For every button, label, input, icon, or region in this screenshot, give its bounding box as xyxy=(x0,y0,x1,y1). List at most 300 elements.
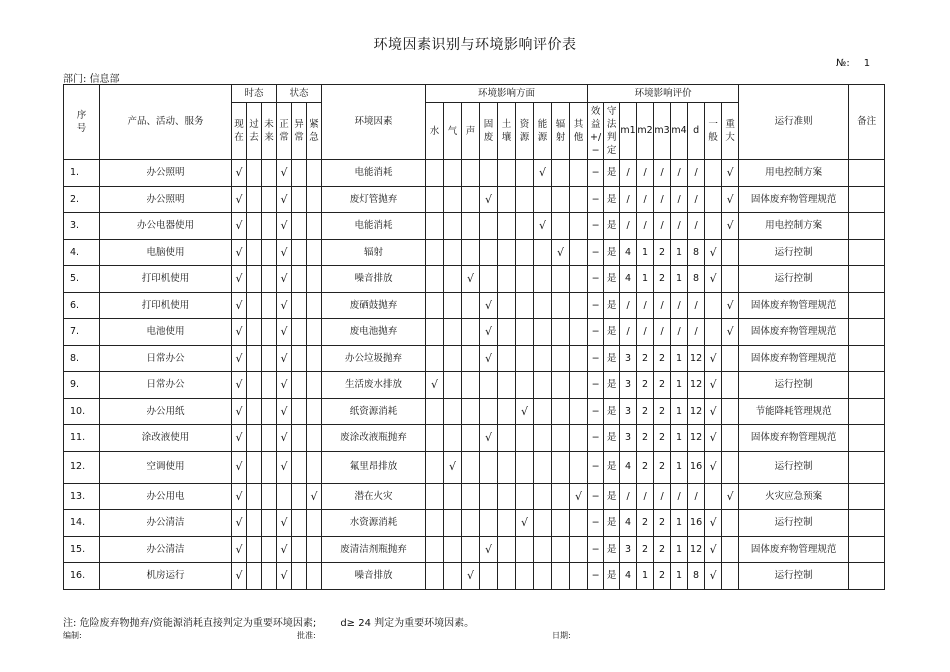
cell-resource xyxy=(516,266,534,293)
cell-solid: √ xyxy=(480,319,498,346)
cell-water xyxy=(426,266,444,293)
cell-solid: √ xyxy=(480,425,498,452)
cell-abnormal xyxy=(292,563,307,590)
cell-solid xyxy=(480,160,498,187)
row-activity: 电池使用 xyxy=(100,319,232,346)
cell-abnormal xyxy=(292,319,307,346)
cell-normal: √ xyxy=(277,345,292,372)
row-no: 10. xyxy=(64,398,100,425)
cell-past xyxy=(247,345,262,372)
dept-label: 部门: xyxy=(63,74,87,85)
cell-d: 16 xyxy=(688,451,705,483)
cell-water xyxy=(426,160,444,187)
cell-future xyxy=(262,483,277,510)
row-factor: 电能消耗 xyxy=(322,160,426,187)
table-row xyxy=(64,563,885,590)
cell-past xyxy=(247,451,262,483)
cell-d: 8 xyxy=(688,563,705,590)
cell-general: √ xyxy=(705,563,722,590)
row-factor: 生活废水排放 xyxy=(322,372,426,399)
table-row xyxy=(64,345,885,372)
cell-radiation xyxy=(552,186,570,213)
cell-benefit: − xyxy=(588,372,604,399)
cell-d: 16 xyxy=(688,510,705,537)
cell-air xyxy=(444,239,462,266)
cell-m3: / xyxy=(654,186,671,213)
cell-past xyxy=(247,510,262,537)
row-factor: 纸资源消耗 xyxy=(322,398,426,425)
cell-major: √ xyxy=(722,213,739,240)
cell-legal: 是 xyxy=(604,266,620,293)
cell-benefit: − xyxy=(588,536,604,563)
cell-future xyxy=(262,398,277,425)
cell-abnormal xyxy=(292,292,307,319)
cell-solid: √ xyxy=(480,345,498,372)
cell-noise xyxy=(462,372,480,399)
table-body xyxy=(64,160,885,590)
cell-energy: √ xyxy=(534,213,552,240)
cell-m3: / xyxy=(654,483,671,510)
cell-emergency xyxy=(307,292,322,319)
cell-m4: / xyxy=(671,292,688,319)
cell-m1: / xyxy=(620,186,637,213)
cell-general xyxy=(705,483,722,510)
cell-m2: 1 xyxy=(637,563,654,590)
cell-now: √ xyxy=(232,213,247,240)
cell-legal: 是 xyxy=(604,372,620,399)
cell-future xyxy=(262,292,277,319)
cell-benefit: − xyxy=(588,186,604,213)
header-criteria: 运行准则 xyxy=(739,85,849,160)
cell-m2: 2 xyxy=(637,451,654,483)
header-d: d xyxy=(688,103,705,160)
cell-now: √ xyxy=(232,345,247,372)
header-impact-group: 环境影响方面 xyxy=(426,85,588,103)
cell-abnormal xyxy=(292,398,307,425)
cell-now: √ xyxy=(232,536,247,563)
header-eval-group: 环境影响评价 xyxy=(588,85,739,103)
cell-future xyxy=(262,319,277,346)
cell-general: √ xyxy=(705,536,722,563)
cell-emergency xyxy=(307,372,322,399)
row-no: 3. xyxy=(64,213,100,240)
row-criteria: 固体废弃物管理规范 xyxy=(739,425,849,452)
row-no: 5. xyxy=(64,266,100,293)
cell-noise xyxy=(462,510,480,537)
header-impact-resource: 资源 xyxy=(516,103,534,160)
cell-future xyxy=(262,372,277,399)
row-no: 2. xyxy=(64,186,100,213)
cell-other xyxy=(570,239,588,266)
row-no: 12. xyxy=(64,451,100,483)
cell-m1: 4 xyxy=(620,563,637,590)
cell-major xyxy=(722,536,739,563)
cell-solid xyxy=(480,266,498,293)
cell-energy xyxy=(534,483,552,510)
cell-energy xyxy=(534,266,552,293)
cell-air xyxy=(444,213,462,240)
cell-other xyxy=(570,372,588,399)
cell-air xyxy=(444,160,462,187)
cell-m4: 1 xyxy=(671,345,688,372)
cell-radiation xyxy=(552,160,570,187)
cell-air xyxy=(444,425,462,452)
cell-air xyxy=(444,510,462,537)
cell-past xyxy=(247,536,262,563)
cell-m4: / xyxy=(671,186,688,213)
cell-legal: 是 xyxy=(604,213,620,240)
table-row xyxy=(64,292,885,319)
cell-benefit: − xyxy=(588,292,604,319)
row-remark xyxy=(849,239,885,266)
cell-benefit: − xyxy=(588,239,604,266)
cell-radiation xyxy=(552,483,570,510)
cell-m4: / xyxy=(671,213,688,240)
row-criteria: 运行控制 xyxy=(739,510,849,537)
cell-energy xyxy=(534,292,552,319)
cell-water xyxy=(426,292,444,319)
cell-abnormal xyxy=(292,345,307,372)
cell-now: √ xyxy=(232,483,247,510)
row-factor: 潜在火灾 xyxy=(322,483,426,510)
table-row xyxy=(64,160,885,187)
cell-normal: √ xyxy=(277,186,292,213)
cell-m2: 1 xyxy=(637,266,654,293)
cell-m1: / xyxy=(620,292,637,319)
cell-soil xyxy=(498,266,516,293)
cell-other: √ xyxy=(570,483,588,510)
row-criteria: 运行控制 xyxy=(739,563,849,590)
cell-benefit: − xyxy=(588,425,604,452)
cell-general xyxy=(705,292,722,319)
cell-radiation xyxy=(552,372,570,399)
cell-major xyxy=(722,510,739,537)
cell-major xyxy=(722,372,739,399)
cell-legal: 是 xyxy=(604,239,620,266)
cell-benefit: − xyxy=(588,563,604,590)
cell-air xyxy=(444,186,462,213)
cell-emergency: √ xyxy=(307,483,322,510)
evaluation-table xyxy=(63,84,885,590)
header-tense-now: 现在 xyxy=(232,103,247,160)
row-no: 14. xyxy=(64,510,100,537)
table-row xyxy=(64,319,885,346)
cell-air xyxy=(444,266,462,293)
cell-soil xyxy=(498,425,516,452)
cell-emergency xyxy=(307,239,322,266)
cell-legal: 是 xyxy=(604,563,620,590)
sign-approver: 批准: xyxy=(297,631,316,640)
cell-major: √ xyxy=(722,319,739,346)
sign-editor: 编制: xyxy=(63,631,82,640)
cell-d: / xyxy=(688,186,705,213)
cell-d: 12 xyxy=(688,345,705,372)
cell-d: 8 xyxy=(688,239,705,266)
cell-resource xyxy=(516,319,534,346)
cell-m2: 1 xyxy=(637,239,654,266)
cell-abnormal xyxy=(292,239,307,266)
footnote xyxy=(63,614,474,629)
document-title: 环境因素识别与环境影响评价表 xyxy=(373,37,577,53)
cell-m4: 1 xyxy=(671,425,688,452)
cell-energy xyxy=(534,536,552,563)
cell-now: √ xyxy=(232,510,247,537)
cell-solid xyxy=(480,483,498,510)
cell-now: √ xyxy=(232,398,247,425)
cell-emergency xyxy=(307,536,322,563)
header-m4: m4 xyxy=(671,103,688,160)
cell-d: / xyxy=(688,483,705,510)
cell-normal: √ xyxy=(277,510,292,537)
cell-abnormal xyxy=(292,160,307,187)
cell-d: / xyxy=(688,213,705,240)
cell-soil xyxy=(498,398,516,425)
cell-legal: 是 xyxy=(604,451,620,483)
cell-legal: 是 xyxy=(604,186,620,213)
cell-water xyxy=(426,451,444,483)
cell-energy xyxy=(534,451,552,483)
row-activity: 空调使用 xyxy=(100,451,232,483)
cell-general: √ xyxy=(705,239,722,266)
row-activity: 日常办公 xyxy=(100,372,232,399)
row-criteria: 用电控制方案 xyxy=(739,213,849,240)
cell-energy xyxy=(534,510,552,537)
cell-emergency xyxy=(307,160,322,187)
cell-benefit: − xyxy=(588,451,604,483)
cell-now: √ xyxy=(232,425,247,452)
row-criteria: 火灾应急预案 xyxy=(739,483,849,510)
cell-now: √ xyxy=(232,266,247,293)
cell-d: 12 xyxy=(688,372,705,399)
table-row xyxy=(64,398,885,425)
cell-other xyxy=(570,345,588,372)
header-impact-other: 其他 xyxy=(570,103,588,160)
row-criteria: 固体废弃物管理规范 xyxy=(739,186,849,213)
cell-legal: 是 xyxy=(604,160,620,187)
cell-radiation xyxy=(552,319,570,346)
cell-radiation xyxy=(552,425,570,452)
doc-no-label: №: xyxy=(836,58,850,69)
cell-energy xyxy=(534,398,552,425)
row-factor: 噪音排放 xyxy=(322,266,426,293)
table-row xyxy=(64,483,885,510)
cell-resource xyxy=(516,451,534,483)
cell-noise xyxy=(462,319,480,346)
cell-other xyxy=(570,319,588,346)
cell-radiation xyxy=(552,398,570,425)
cell-m3: / xyxy=(654,213,671,240)
header-major: 重大 xyxy=(722,103,739,160)
cell-energy xyxy=(534,186,552,213)
cell-abnormal xyxy=(292,213,307,240)
cell-solid xyxy=(480,398,498,425)
table-row xyxy=(64,266,885,293)
cell-resource xyxy=(516,372,534,399)
table-row xyxy=(64,213,885,240)
cell-future xyxy=(262,345,277,372)
cell-emergency xyxy=(307,213,322,240)
row-remark xyxy=(849,160,885,187)
row-remark xyxy=(849,425,885,452)
cell-air xyxy=(444,372,462,399)
cell-past xyxy=(247,239,262,266)
row-criteria: 固体废弃物管理规范 xyxy=(739,319,849,346)
cell-resource xyxy=(516,160,534,187)
cell-m4: 1 xyxy=(671,372,688,399)
cell-legal: 是 xyxy=(604,292,620,319)
cell-energy: √ xyxy=(534,160,552,187)
header-impact-soil: 土壤 xyxy=(498,103,516,160)
cell-noise xyxy=(462,239,480,266)
row-criteria: 运行控制 xyxy=(739,372,849,399)
row-factor: 氟里昂排放 xyxy=(322,451,426,483)
cell-other xyxy=(570,510,588,537)
cell-m4: 1 xyxy=(671,563,688,590)
row-criteria: 固体废弃物管理规范 xyxy=(739,292,849,319)
cell-past xyxy=(247,266,262,293)
header-tense-group: 时态 xyxy=(232,85,277,103)
cell-abnormal xyxy=(292,266,307,293)
cell-soil xyxy=(498,319,516,346)
cell-past xyxy=(247,160,262,187)
cell-m3: 2 xyxy=(654,345,671,372)
cell-abnormal xyxy=(292,536,307,563)
table-row xyxy=(64,239,885,266)
cell-past xyxy=(247,425,262,452)
cell-m1: 3 xyxy=(620,398,637,425)
row-criteria: 节能降耗管理规范 xyxy=(739,398,849,425)
row-criteria: 运行控制 xyxy=(739,239,849,266)
cell-major xyxy=(722,239,739,266)
row-factor: 噪音排放 xyxy=(322,563,426,590)
cell-abnormal xyxy=(292,372,307,399)
cell-m2: / xyxy=(637,160,654,187)
cell-emergency xyxy=(307,319,322,346)
row-factor: 废涂改液瓶抛弃 xyxy=(322,425,426,452)
cell-emergency xyxy=(307,398,322,425)
cell-major xyxy=(722,398,739,425)
cell-m3: 2 xyxy=(654,536,671,563)
cell-water xyxy=(426,213,444,240)
cell-m1: 3 xyxy=(620,345,637,372)
cell-major: √ xyxy=(722,160,739,187)
header-state-emergency: 紧急 xyxy=(307,103,322,160)
cell-future xyxy=(262,451,277,483)
cell-m1: 4 xyxy=(620,239,637,266)
cell-air xyxy=(444,398,462,425)
cell-general xyxy=(705,213,722,240)
header-state-normal: 正常 xyxy=(277,103,292,160)
note-prefix: 注: xyxy=(63,618,77,629)
cell-noise xyxy=(462,186,480,213)
cell-general xyxy=(705,186,722,213)
row-no: 1. xyxy=(64,160,100,187)
cell-soil xyxy=(498,160,516,187)
cell-emergency xyxy=(307,510,322,537)
row-remark xyxy=(849,372,885,399)
cell-other xyxy=(570,425,588,452)
cell-soil xyxy=(498,536,516,563)
cell-air xyxy=(444,345,462,372)
cell-normal: √ xyxy=(277,292,292,319)
cell-past xyxy=(247,372,262,399)
cell-noise xyxy=(462,160,480,187)
cell-general: √ xyxy=(705,372,722,399)
cell-resource: √ xyxy=(516,510,534,537)
row-activity: 打印机使用 xyxy=(100,266,232,293)
row-remark xyxy=(849,510,885,537)
cell-m4: / xyxy=(671,319,688,346)
cell-m3: / xyxy=(654,292,671,319)
header-impact-energy: 能源 xyxy=(534,103,552,160)
row-activity: 办公用纸 xyxy=(100,398,232,425)
cell-soil xyxy=(498,451,516,483)
cell-benefit: − xyxy=(588,160,604,187)
cell-benefit: − xyxy=(588,266,604,293)
cell-water: √ xyxy=(426,372,444,399)
cell-normal: √ xyxy=(277,451,292,483)
header-impact-water: 水 xyxy=(426,103,444,160)
cell-benefit: − xyxy=(588,510,604,537)
cell-air: √ xyxy=(444,451,462,483)
cell-m2: 2 xyxy=(637,398,654,425)
note-part2: /资能源消耗直接判定为重要环境因素; xyxy=(149,618,317,629)
cell-energy xyxy=(534,425,552,452)
cell-normal: √ xyxy=(277,160,292,187)
cell-normal: √ xyxy=(277,425,292,452)
cell-resource xyxy=(516,345,534,372)
cell-future xyxy=(262,186,277,213)
cell-energy xyxy=(534,345,552,372)
cell-legal: 是 xyxy=(604,483,620,510)
cell-benefit: − xyxy=(588,345,604,372)
cell-past xyxy=(247,319,262,346)
cell-d: 12 xyxy=(688,425,705,452)
row-no: 9. xyxy=(64,372,100,399)
table-row xyxy=(64,451,885,483)
cell-energy xyxy=(534,563,552,590)
cell-radiation xyxy=(552,345,570,372)
cell-major xyxy=(722,345,739,372)
row-remark xyxy=(849,319,885,346)
cell-major: √ xyxy=(722,483,739,510)
row-activity: 办公照明 xyxy=(100,186,232,213)
cell-future xyxy=(262,239,277,266)
cell-soil xyxy=(498,510,516,537)
row-activity: 日常办公 xyxy=(100,345,232,372)
cell-m1: 3 xyxy=(620,536,637,563)
row-remark xyxy=(849,345,885,372)
row-remark xyxy=(849,563,885,590)
cell-normal xyxy=(277,483,292,510)
cell-normal: √ xyxy=(277,213,292,240)
cell-future xyxy=(262,536,277,563)
header-tense-future: 未来 xyxy=(262,103,277,160)
header-benefit: 效益+/− xyxy=(588,103,604,160)
cell-other xyxy=(570,160,588,187)
cell-resource xyxy=(516,292,534,319)
cell-m1: 3 xyxy=(620,372,637,399)
cell-d: 12 xyxy=(688,536,705,563)
table-row xyxy=(64,510,885,537)
cell-legal: 是 xyxy=(604,510,620,537)
row-activity: 办公用电 xyxy=(100,483,232,510)
cell-m4: 1 xyxy=(671,398,688,425)
cell-general xyxy=(705,160,722,187)
cell-past xyxy=(247,398,262,425)
cell-water xyxy=(426,319,444,346)
cell-emergency xyxy=(307,345,322,372)
